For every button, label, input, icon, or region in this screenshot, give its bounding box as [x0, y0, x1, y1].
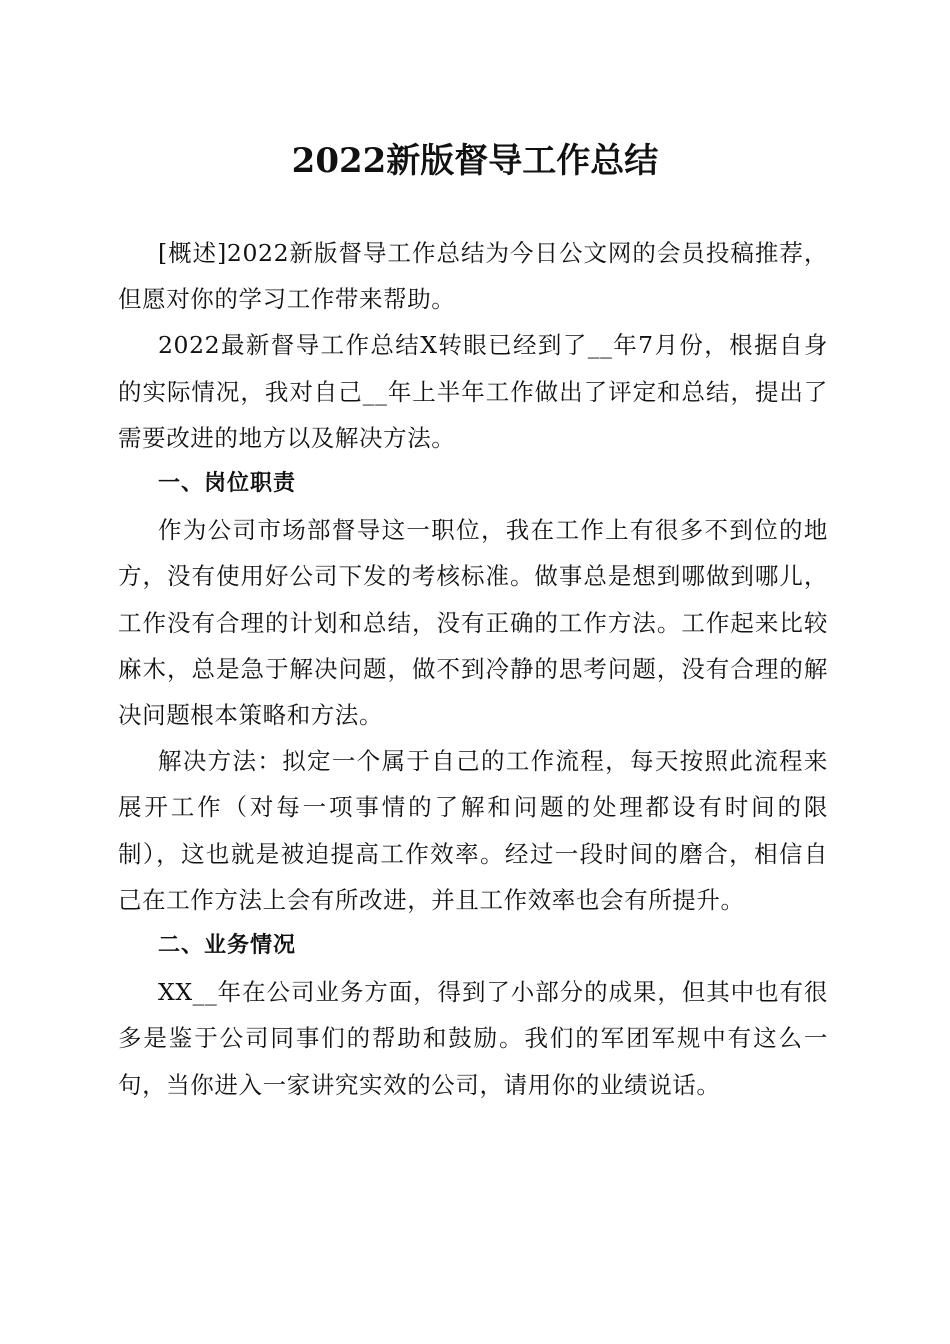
section-heading-duties: 一、岗位职责 [158, 471, 297, 497]
paragraph-intro: 2022最新督导工作总结X转眼已经到了__年7月份，根据自身的实际情况，我对自己__年上半年工作做出了评定和总结，提出了需要改进的地方以及解决方法。 [118, 331, 828, 452]
paragraph-summary: [概述]2022新版督导工作总结为今日公文网的会员投稿推荐，但愿对你的学习工作带来帮助。 [118, 239, 828, 314]
paragraph-business: XX__年在公司业务方面，得到了小部分的成果，但其中也有很多是鉴于公司同事们的帮助和鼓励。我们的军团军规中有这么一句，当你进入一家讲究实效的公司，请用你的业绩说话。 [118, 978, 828, 1099]
section-heading-business: 二、业务情况 [158, 933, 297, 959]
paragraph-duties: 作为公司市场部督导这一职位，我在工作上有很多不到位的地方，没有使用好公司下发的考核标准。做事总是想到哪做到哪儿，工作没有合理的计划和总结，没有正确的工作方法。工作起来比较麻木，总是急于解决问题，做不到冷静的思考问题，没有合理的解决问题根本策略和方法。 [118, 516, 828, 730]
paragraph-solution: 解决方法：拟定一个属于自己的工作流程，每天按照此流程来展开工作（对每一项事情的了解和问题的处理都设有时间的限制），这也就是被迫提高工作效率。经过一段时间的磨合，相信自己在工作方法上会有所改进，并且工作效率也会有所提升。 [118, 747, 828, 914]
document-title: 2022新版督导工作总结 [291, 141, 659, 181]
document-body [118, 230, 828, 1108]
